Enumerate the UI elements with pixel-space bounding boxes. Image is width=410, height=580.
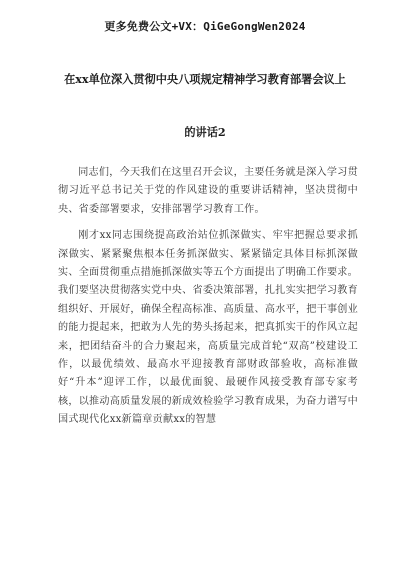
watermark-text: 更多免费公文+VX：QiGeGongWen2024 [104,20,306,33]
document-title: 在xx单位深入贯彻中央八项规定精神学习教育部署会议上 [64,72,346,86]
paragraph-1: 同志们，今天我们在这里召开会议，主要任务就是深入学习贯彻习近平总书记关于党的作风建设的重要讲话精神，坚决贯彻中央、省委部署要求，安排部署学习教育工作。 [58,167,358,215]
document-body [58,164,358,438]
paragraph-2: 刚才xx同志围绕提高政治站位抓深做实、牢牢把握总要求抓深做实、紧紧聚焦根本任务抓深做实、紧紧锚定具体目标抓深做实、全面贯彻重点措施抓深做实等五个方面提出了明确工作要求。我们要坚决贯彻落实党中央、省委决策部署，扎扎实实把学习教育组织好、开展好，确保全程高标准、高质量、高水平，把干事创业的能力提起来，把敢为人先的势头扬起来，把真抓实干的作风立起来，把团结奋斗的合力聚起来，高质量完成首轮“双高”校建设工作，以最优绩效、最高水平迎接教育部财政部验收，高标准做好“升本”迎评工作，以最优面貌、最硬作风接受教育部专家考核，以推动高质量发展的新成效检验学习教育成果，为奋力谱写中国式现代化xx新篇章贡献xx的智慧 [58,230,358,426]
document-subtitle: 的讲话2 [184,125,226,139]
